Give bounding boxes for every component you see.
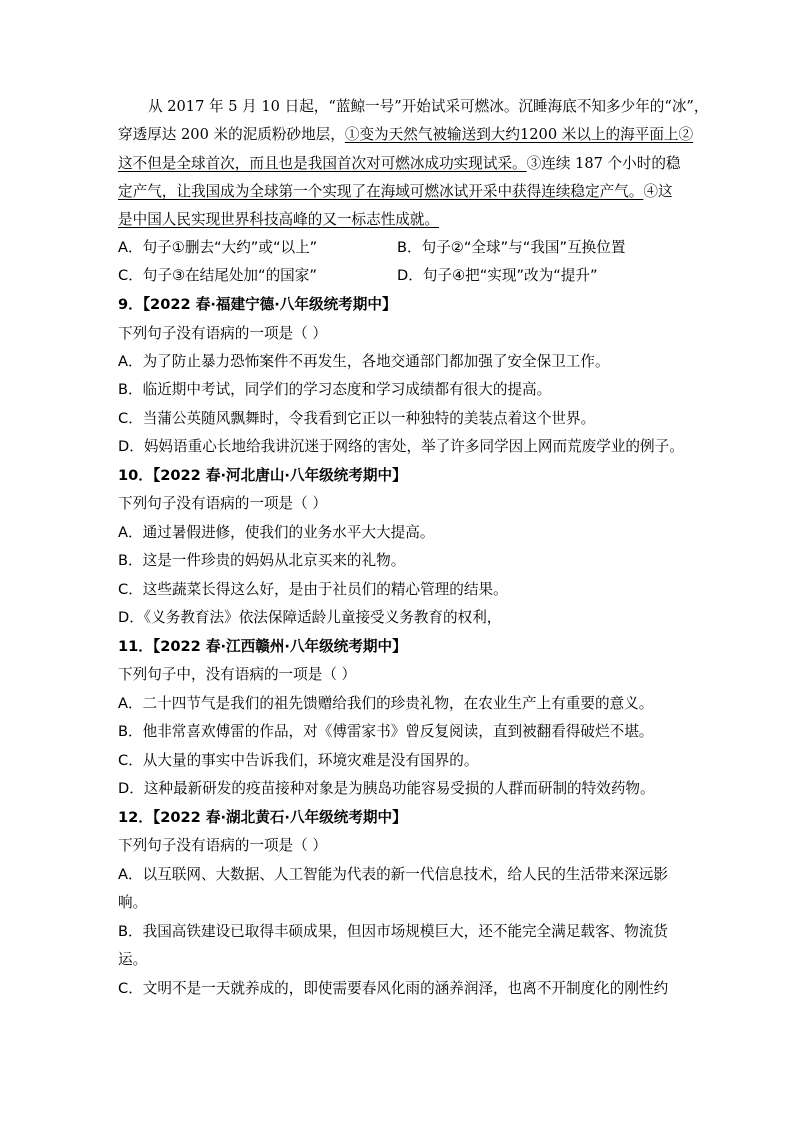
passage-line-4: 定产气，让我国成为全球第一个实现了在海域可燃冰试开采中获得连续稳定产气。④这 <box>118 183 673 200</box>
q9-option-d: D．妈妈语重心长地给我讲沉迷于网络的害处，举了许多同学因上网而荒废学业的例子。 <box>118 438 684 455</box>
q11-option-d: D．这种最新研发的疫苗接种对象是为胰岛功能容易受损的人群而研制的特效药物。 <box>118 780 655 797</box>
passage-line-3: 这不但是全球首次，而且也是我国首次对可燃冰成功实现试采。③连续 187 个小时的稳 <box>118 155 681 172</box>
q9-option-b: B．临近期中考试，同学们的学习态度和学习成绩都有很大的提高。 <box>118 381 552 398</box>
q8-option-b: B．句子②“全球”与“我国”互换位置 <box>397 239 626 256</box>
q12-stem: 下列句子没有语病的一项是（ ） <box>118 837 327 854</box>
q12-heading: 12．【2022 春·湖北黄石·八年级统考期中】 <box>118 809 407 826</box>
q8-option-d: D．句子④把“实现”改为“提升” <box>397 267 598 284</box>
q12-option-b-line-2: 运。 <box>118 951 148 968</box>
underlined-sentence-1: ①变为天然气被输送到大约1200 米以上的海平面上② <box>344 126 694 143</box>
q9-stem: 下列句子没有语病的一项是（ ） <box>118 325 327 342</box>
q12-option-c-line-1: C．文明不是一天就养成的，即使需要春风化雨的涵养润泽，也离不开制度化的刚性约 <box>118 980 669 997</box>
q12-option-a-line-2: 响。 <box>118 894 148 911</box>
passage-line-1: 从 2017 年 5 月 10 日起，“蓝鲸一号”开始试采可燃冰。沉睡海底不知多少年的“冰”， <box>148 98 709 115</box>
q11-heading: 11．【2022 春·江西赣州·八年级统考期中】 <box>118 638 407 655</box>
underlined-sentence-2: 这不但是全球首次，而且也是我国首次对可燃冰成功实现试采。 <box>118 155 527 172</box>
q8-option-a: A．句子①删去“大约”或“以上” <box>118 239 318 256</box>
underlined-sentence-3: 定产气，让我国成为全球第一个实现了在海域可燃冰试开采中获得连续稳定产气。 <box>118 183 644 200</box>
underlined-sentence-4: 是中国人民实现世界科技高峰的又一标志性成就。 <box>118 211 440 228</box>
q10-option-b: B．这是一件珍贵的妈妈从北京买来的礼物。 <box>118 552 406 569</box>
q9-option-c: C．当蒲公英随风飘舞时，令我看到它正以一种独特的美装点着这个世界。 <box>118 410 596 427</box>
q10-option-c: C．这些蔬菜长得这么好，是由于社员们的精心管理的结果。 <box>118 581 508 598</box>
q11-option-b: B．他非常喜欢傅雷的作品，对《傅雷家书》曾反复阅读，直到被翻看得破烂不堪。 <box>118 723 654 740</box>
passage-line-5 <box>118 210 439 230</box>
q8-option-c: C．句子③在结尾处加“的国家” <box>118 267 317 284</box>
q9-option-a: A．为了防止暴力恐怖案件不再发生，各地交通部门都加强了安全保卫工作。 <box>118 353 610 370</box>
q11-stem: 下列句子中，没有语病的一项是（ ） <box>118 666 357 683</box>
q10-option-a: A．通过暑假进修，使我们的业务水平大大提高。 <box>118 524 435 541</box>
q10-heading: 10．【2022 春·河北唐山·八年级统考期中】 <box>118 467 407 484</box>
q10-stem: 下列句子没有语病的一项是（ ） <box>118 495 327 512</box>
q10-option-d: D．《义务教育法》依法保障适龄儿童接受义务教育的权利， <box>118 609 502 626</box>
q9-heading: 9．【2022 春·福建宁德·八年级统考期中】 <box>118 296 397 313</box>
q12-option-a-line-1: A．以互联网、大数据、人工智能为代表的新一代信息技术，给人民的生活带来深远影 <box>118 866 668 883</box>
q11-option-a: A．二十四节气是我们的祖先馈赠给我们的珍贵礼物，在农业生产上有重要的意义。 <box>118 695 654 712</box>
passage-line-2: 穿透厚达 200 米的泥质粉砂地层，①变为天然气被输送到大约1200 米以上的海平面上② <box>118 126 694 143</box>
q11-option-c: C．从大量的事实中告诉我们，环境灾难是没有国界的。 <box>118 752 479 769</box>
q12-option-b-line-1: B．我国高铁建设已取得丰硕成果，但因市场规模巨大，还不能完全满足载客、物流货 <box>118 923 668 940</box>
